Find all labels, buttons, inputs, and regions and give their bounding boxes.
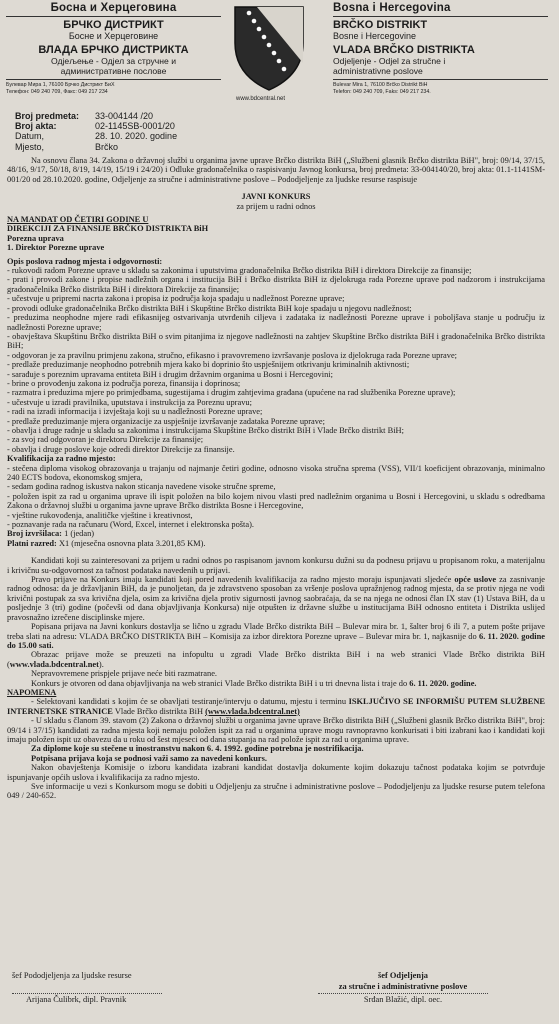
- paragraph-form: [7, 650, 545, 669]
- signature-right-title1: šef Odjeljenja: [377, 971, 428, 980]
- executors-line: [7, 529, 545, 538]
- text-run: Vlade Brčko distrikta BiH: [112, 706, 206, 716]
- dept-line1-latin: Odjeljenje - Odjel za stručne i: [333, 56, 446, 66]
- address-latin: Bulevar Mira 1, 76100 Brčko Distrikt BiH: [333, 82, 428, 88]
- note-documents: Nakon obavještenja Komisije o izboru kandidata izabrani kandidat dostavlja dokumente kojim dokazuju tačnost podataka kojim se potvrđuje ispunjavanje općih uslova i kvalifikacija za radno mjesto.: [7, 763, 545, 782]
- list-item: - obavlja i druge poslove koje odredi direktor Direkcije za finansije.: [7, 444, 235, 454]
- text-run: Obrazac prijave može se preuzeti na infopultu u zgradi Vlade Brčko distrikta BiH i na web stranici Vlade Brčko distrikta BiH (: [7, 650, 545, 669]
- intro-paragraph: Na osnovu člana 34. Zakona o državnoj službi u organima javne uprave Brčko distrikta BiH („Službeni glasnik Brčko distrikta BiH", broj: 09/14, 37/15, 48/16, 9/17, 50/18, 8/19, 14/19, 15/19 i 24/20) i Odluke gradonačelnika o raspisivanju Javnog konkursa, broj predmeta: 33-004140/20, broj akta: 01.1-1141SM-001/20 od 28.10.2020. godine, Odjeljenje za stručne i administrativne poslove – Pododjeljenje za ljudske resurse raspisuje: [7, 156, 545, 184]
- district-sub-latin: Bosne i Hercegovine: [333, 31, 417, 41]
- text-run: Pravo prijave na Konkurs imaju kandidati koji pored navedenih kvalifikacija za radno mjesto moraju ispunjavati sljedeće: [31, 575, 455, 585]
- phone-latin: Telefon: 049 240 709, Faks: 049 217 234.: [333, 88, 431, 95]
- list-item: - odgovoran je za pravilnu primjenu zakona, stručno, efikasno i pravovremeno izvršavanje poslova iz djelokruga rada Porezne uprave;: [7, 350, 457, 360]
- header-left: [6, 2, 221, 95]
- note-nostrification: Za diplome koje su stečene u inostranstvu nakon 6. 4. 1992. godine potrebna je nostrifikacija.: [31, 744, 364, 754]
- list-item: - predlaže preduzimanje mjera organizacije za uspješnije izvršavanje zadataka Porezne uprave;: [7, 416, 325, 426]
- mandate-line: NA MANDAT OD ČETIRI GODINE U: [7, 215, 149, 225]
- list-item: - preduzima neophodne mjere radi efikasnijeg ostvarivanja utvrđenih ciljeva i zadataka iz nadležnosti Porezne uprave i poboljšava stanje u području iz nadležnosti Porezne uprave;: [7, 313, 545, 332]
- meta-value: 33-004144 /20: [95, 111, 154, 121]
- list-item: - predlaže preduzimanje neophodno potrebnih mjera kako bi doprinio što uspješnijem otkrivanju kriminalnih aktivnosti;: [7, 360, 410, 370]
- list-item: - brine o provođenju zakona iz područja poreza, finansija i doprinosa;: [7, 378, 241, 388]
- text-run: za zasnivanje radnog odnosa: da je državljanin BiH, da je punoljetan, da je zdravstveno sposoban za vršenje poslova upražnjenog radnog mjesta, da se protiv njega ne vodi krivični postupak za sva krivična djela, osim za krivična djela protiv sigurnosti javnog saobraćaja, da se na njega ne odnosi član IX stav (1) Ustava BiH, da u posljednje 3 (tri) godine (počevši od dana objavljivanja Konkursa) nije otpušten iz državne službe u institucijama BiH odnosno entiteta i Distrikta uslijed pravosnažno izrečene disciplinske mjere.: [7, 575, 545, 622]
- signature-right-title2: za stručne i administrativne poslove: [338, 982, 468, 991]
- phone-cyrillic: Телефон: 049 240 709, Факс: 049 217 234: [6, 88, 108, 95]
- list-item: - vještine rukovođenja, analitičke vještine i kreativnost,: [7, 510, 193, 520]
- signature-left: [12, 970, 162, 1005]
- duties-heading: Opis poslova radnog mjesta i odgovornosti:: [7, 256, 163, 266]
- coat-of-arms-icon: [231, 3, 307, 93]
- meta-label: Broj akta:: [15, 121, 57, 132]
- document-meta: [15, 111, 177, 152]
- dept-line1-cyrillic: Одјељење - Одјел за стручне и: [51, 56, 176, 66]
- district-name-latin: BRČKO DISTRIKT: [333, 19, 428, 31]
- note-info: Sve informacije u vezi s Konkursom mogu se dobiti u Odjeljenju za stručne i administrativne poslove – Pododjeljenju za ljudske resurse putem telefona 049 / 240-652.: [7, 782, 545, 801]
- paragraph-duration: [7, 679, 545, 688]
- paragraph-delivery: [7, 622, 545, 650]
- header-right: [333, 2, 548, 95]
- text-run: ).: [98, 659, 104, 669]
- country-name-cyrillic: Босна и Херцеговина: [50, 2, 177, 14]
- meta-label: Mjesto,: [15, 141, 45, 152]
- government-website-link[interactable]: (www.vlada.bdcentral.net): [205, 706, 300, 716]
- meta-value: Brčko: [95, 141, 119, 152]
- salary-value: X1 (mjesečna osnovna plata 3.201,85 KM).: [56, 538, 206, 548]
- text-run: - Selektovani kandidati s kojim će se obavljati testiranje/intervju o datumu, mjestu i terminu: [31, 697, 349, 707]
- dept-line2-cyrillic: административне послове: [60, 66, 167, 76]
- paragraph-application: Kandidati koji su zainteresovani za prijem u radni odnos po raspisanom javnom konkursu dužni su da podnesu prijavu u propisanom roku, a materijalnu i krivičnu su-odgovornost za tačnost podataka navedenih u prijavi.: [7, 556, 545, 575]
- list-item: - razmatra i preduzima mjere po primjedbama, sugestijama i drugim zahtjevima građana (upućene na rad službenika Porezne uprave);: [7, 388, 456, 398]
- note-exam: - U skladu s članom 39. stavom (2) Zakona o državnoj službi u organima javne uprave Brčko distrikta BiH („Službeni glasnik Brčko distrikta BiH", broj: 09/14 i 37/15) kandidati za radna mjesta koji nemaju položen ispit za rad u organima uprave mogu ravnopravno konkurisati i biti izabrani kao i kandidati koji imaju položen ispit uz obavezu da u roku od šest mjeseci od dana stupanja na rad polože ispit za rad u organima uprave.: [7, 716, 545, 744]
- address-cyrillic: Булевар Мира 1, 76100 Брчко Дистрикт БиХ: [6, 82, 115, 88]
- duties-list: [7, 266, 545, 454]
- announcement-title: JAVNI KONKURS: [241, 192, 311, 202]
- directorate-line: DIREKCIJI ZA FINANSIJE BRČKO DISTRIKTA BiH: [7, 224, 209, 234]
- signature-left-name: Arijana Čulibrk, dipl. Pravnik: [26, 995, 127, 1004]
- government-latin: VLADA BRČKO DISTRIKTA: [333, 44, 475, 56]
- meta-value: 02-1145SB-0001/20: [95, 121, 175, 132]
- announcement-subtitle: za prijem u radni odnos: [236, 201, 316, 211]
- text-run-bold: opće uslove: [454, 575, 497, 585]
- list-item: - učestvuje u pripremi nacrta zakona i propisa iz područja koja spadaju u nadležnost Porezne uprave;: [7, 294, 345, 304]
- list-item: - položen ispit za rad u organima uprave ili ispit položen na bilo kojem nivou vlasti pred nadležnim organima u Bosni i Hercegovini, u skladu s odredbama Zakona o državnoj službi u organima javne uprave Brčko distrikta Bosne i Hercegovine,: [7, 491, 545, 511]
- deadline: 6. 11. 2020. godine do 15.00 sati.: [7, 631, 545, 650]
- text-run-bold: ISKLJUČIVO SE INFORMIŠU PUTEM SLUŽBENE INTERNETSKE STRANICE: [7, 697, 545, 716]
- note-signed-application: Potpisana prijava koja se podnosi važi samo za navedeni konkurs.: [31, 753, 267, 763]
- dept-line2-latin: administrativne poslove: [333, 66, 423, 76]
- meta-row: [15, 121, 177, 131]
- signature-right: [318, 970, 488, 1005]
- end-date: 6. 11. 2020. godine.: [409, 678, 477, 688]
- text-run: Popisana prijava na Javni konkurs dostavlja se lično u zgradu Vlade Brčko distrikta BiH – Bulevar mira br. 1, šalter broj 6 ili 7, a putem pošte prijave trebа slati na adresu: VLADA BRČKO DISTRIKTA BiH – Komisija za izbor direktora Porezne uprave – Bulevar mira br. 1, najkasnije do: [7, 622, 545, 641]
- notes-heading: NAPOMENA: [7, 687, 57, 697]
- government-website-link[interactable]: www.vlada.bdcentral.net: [9, 659, 99, 669]
- text-run: Konkurs je otvoren od dana objavljivanja na web stranici Vlade Brčko distrikta BiH i u tri dnevna lista i traje do: [31, 678, 410, 688]
- signature-left-title: šef Pododjeljenja za ljudske resurse: [12, 971, 132, 980]
- list-item: - prati i provodi zakone i propise nadležnih organa i institucija BiH i Brčko distrikta BiH iz djelokruga rada Porezne uprave pod nadzorom i instrukcijama gradonačelnika Brčko distrikta BiH i direktora Direkcije za finansije;: [7, 275, 545, 294]
- meta-row: [15, 131, 177, 141]
- paragraph-conditions: [7, 575, 545, 622]
- list-item: - rukovodi radom Porezne uprave u skladu sa zakonima i uputstvima gradonačelnika Brčko distrikta BiH i direktora Direkcije za finansije;: [7, 266, 472, 276]
- country-name-latin: Bosna i Hercegovina: [333, 2, 451, 14]
- note-selection: [7, 697, 545, 716]
- position-title: 1. Direktor Porezne uprave: [7, 243, 105, 253]
- list-item: - za svoj rad odgovoran je direktoru Direkcije za finansije;: [7, 435, 204, 445]
- list-item: - obavlja i druge radnje u skladu sa zakonima i instrukcijama Skupštine Brčko distrikt BiH i Vlade Brčko distrikt BiH;: [7, 425, 404, 435]
- document-body: [7, 156, 545, 801]
- executors-label: Broj izvršilaca:: [7, 529, 62, 539]
- meta-value: 28. 10. 2020. godine: [95, 131, 178, 142]
- signature-right-name: Srđan Blažić, dipl. oec.: [363, 995, 443, 1004]
- list-item: - sedam godina radnog iskustva nakon sticanja navedene visoke stručne spreme,: [7, 482, 276, 492]
- meta-label: Datum,: [15, 131, 45, 142]
- meta-row: [15, 111, 177, 121]
- district-name-cyrillic: БРЧКО ДИСТРИКТ: [63, 19, 164, 31]
- paragraph-late: Nepravovremene prispjele prijave neće biti razmatrane.: [31, 669, 218, 679]
- district-sub-cyrillic: Босне и Херцеговине: [68, 31, 159, 41]
- qualifications-heading: Kvalifikacija za radno mjesto:: [7, 454, 116, 464]
- executors-value: 1 (jedan): [61, 529, 95, 539]
- list-item: - obavještava Skupštinu Brčko distrikta BiH o svim pitanjima iz njegove nadležnosti na zahtjev Skupštine Brčko distrikta BiH i gradonačelnika Brčko distrikta BiH;: [7, 331, 545, 351]
- list-item: - provodi odluke gradonačelnika Brčko distrikta BiH i Skupštine Brčko distrikta BiH koje spadaju u njegovu nadležnost;: [7, 303, 412, 313]
- list-item: - radi na izradi informacija i izvještaja koji su u nadležnosti Porezne uprave;: [7, 407, 263, 417]
- salary-label: Platni razred:: [7, 538, 57, 548]
- government-cyrillic: ВЛАДА БРЧКО ДИСТРИКТА: [38, 44, 189, 56]
- unit-line: Porezna uprava: [7, 233, 64, 243]
- list-item: - učestvuje u izradi pravilnika, uputstava i instrukcija za Poreznu upravu;: [7, 397, 252, 407]
- list-item: - stečena diploma visokog obrazovanja u trajanju od najmanje četiri godine, odnosno visoka stručna sprema (VSS), VII/1 koeficijent obrazovanja, minimalno 240 ECTS bodova, ekonomskog smjera,: [7, 463, 545, 482]
- meta-label: Broj predmeta:: [15, 111, 80, 121]
- meta-row: [15, 142, 177, 152]
- list-item: - poznavanje rada na računaru (Word, Excel, internet i elektronska pošta).: [7, 520, 254, 530]
- salary-line: [7, 539, 545, 548]
- qualifications-list: [7, 464, 545, 530]
- website-url: www.bdcentral.net: [236, 96, 286, 102]
- list-item: - sarađuje s poreznim upravama entiteta BiH i drugim državnim organima u Bosni i Hercegovini;: [7, 369, 333, 379]
